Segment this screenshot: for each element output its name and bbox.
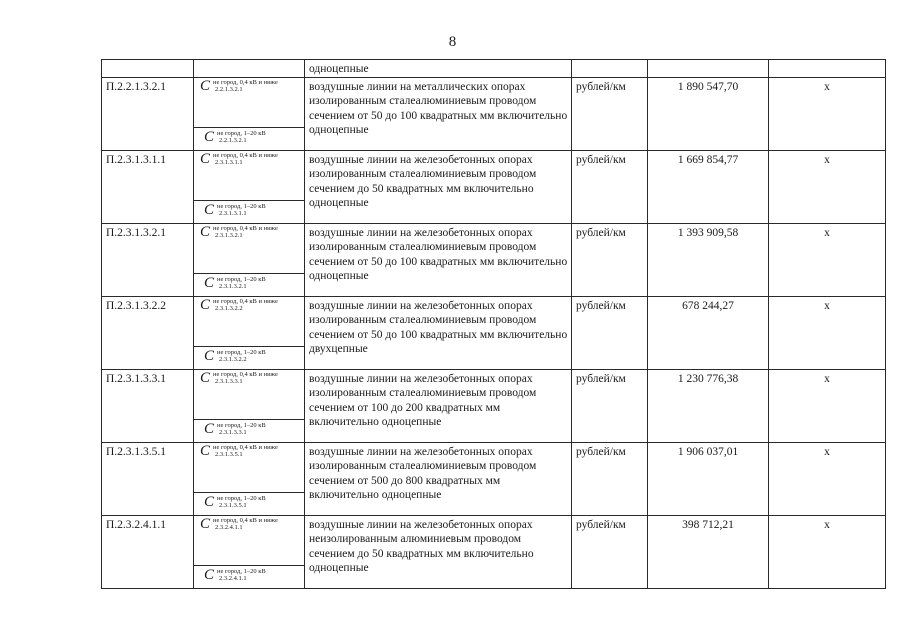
symbol-superscript: не город, 0,4 кВ и ниже xyxy=(213,151,278,159)
symbol-low-voltage xyxy=(194,297,304,346)
row-description: воздушные линии на железобетонных опорах изолированным сталеалюминиевым проводом сечением от 50 до 100 квадратных мм включительно одноцепные xyxy=(309,226,568,282)
symbol-cell xyxy=(194,150,305,223)
unit-cell xyxy=(572,296,648,369)
tariff-table xyxy=(101,59,886,589)
symbol-superscript: не город, 0,4 кВ и ниже xyxy=(213,78,278,86)
row-code: П.2.3.1.3.2.1 xyxy=(106,226,167,239)
table-row xyxy=(102,77,886,150)
row-code: П.2.3.1.3.5.1 xyxy=(106,445,167,458)
unit-cell xyxy=(572,369,648,442)
mark-cell xyxy=(769,442,886,515)
symbol-medium-voltage xyxy=(194,346,304,369)
row-value: 1 890 547,70 xyxy=(677,80,739,93)
value-cell xyxy=(648,77,769,150)
row-unit: рублей/км xyxy=(576,80,626,93)
row-mark: х xyxy=(824,372,830,385)
row-description: воздушные линии на железобетонных опорах изолированным сталеалюминиевым проводом сечением от 500 до 800 квадратных мм включительно одноцепные xyxy=(309,445,537,501)
c-symbol: C xyxy=(200,442,211,459)
unit-cell xyxy=(572,77,648,150)
c-symbol: C xyxy=(204,566,215,583)
page-number: 8 xyxy=(448,34,457,50)
row-mark: х xyxy=(824,226,830,239)
code-cell xyxy=(102,77,194,150)
mark-cell xyxy=(769,60,886,78)
c-symbol: C xyxy=(204,128,215,145)
code-cell xyxy=(102,369,194,442)
symbol-subscript: 2.3.1.3.2.1 xyxy=(219,282,247,290)
symbol-subscript: 2.3.1.3.1.1 xyxy=(215,158,243,166)
symbol-subscript: 2.3.2.4.1.1 xyxy=(219,574,247,582)
continuation-row xyxy=(102,60,886,78)
code-cell xyxy=(102,442,194,515)
code-cell xyxy=(102,60,194,78)
row-unit: рублей/км xyxy=(576,372,626,385)
c-symbol: C xyxy=(200,369,211,386)
mark-cell xyxy=(769,369,886,442)
symbol-subscript: 2.3.1.3.2.1 xyxy=(215,231,243,239)
row-mark: х xyxy=(824,80,830,93)
symbol-superscript: не город, 1–20 кВ xyxy=(217,348,266,356)
row-unit: рублей/км xyxy=(576,299,626,312)
c-symbol: C xyxy=(200,77,211,94)
symbol-superscript: не город, 1–20 кВ xyxy=(217,202,266,210)
table-row xyxy=(102,442,886,515)
value-cell xyxy=(648,515,769,588)
symbol-superscript: не город, 0,4 кВ и ниже xyxy=(213,224,278,232)
symbol-cell xyxy=(194,296,305,369)
symbol-subscript: 2.3.1.3.5.1 xyxy=(219,501,247,509)
unit-cell xyxy=(572,150,648,223)
symbol-superscript: не город, 1–20 кВ xyxy=(217,275,266,283)
symbol-low-voltage xyxy=(194,78,304,127)
row-code: П.2.3.1.3.3.1 xyxy=(106,372,167,385)
unit-cell xyxy=(572,515,648,588)
symbol-cell xyxy=(194,369,305,442)
row-description: воздушные линии на железобетонных опорах изолированным сталеалюминиевым проводом сечением от 100 до 200 квадратных мм включительно одноцепные xyxy=(309,372,537,428)
row-value: 1 669 854,77 xyxy=(677,153,739,166)
symbol-superscript: не город, 0,4 кВ и ниже xyxy=(213,297,278,305)
symbol-superscript: не город, 1–20 кВ xyxy=(217,494,266,502)
symbol-cell xyxy=(194,223,305,296)
symbol-medium-voltage xyxy=(194,273,304,296)
symbol-superscript: не город, 0,4 кВ и ниже xyxy=(213,443,278,451)
symbol-subscript: 2.3.1.3.5.1 xyxy=(215,450,243,458)
code-cell xyxy=(102,296,194,369)
description-cell xyxy=(305,369,572,442)
description-cell xyxy=(305,223,572,296)
row-unit: рублей/км xyxy=(576,226,626,239)
value-cell xyxy=(648,223,769,296)
symbol-subscript: 2.2.1.3.2.1 xyxy=(219,136,247,144)
mark-cell xyxy=(769,77,886,150)
mark-cell xyxy=(769,223,886,296)
symbol-subscript: 2.3.2.4.1.1 xyxy=(215,523,243,531)
row-code: П.2.3.1.3.1.1 xyxy=(106,153,167,166)
c-symbol: C xyxy=(204,420,215,437)
c-symbol: C xyxy=(204,201,215,218)
c-symbol: C xyxy=(200,296,211,313)
row-description: воздушные линии на железобетонных опорах изолированным сталеалюминиевым проводом сечением от 50 до 100 квадратных мм включительно двухцепные xyxy=(309,299,568,355)
symbol-superscript: не город, 1–20 кВ xyxy=(217,567,266,575)
symbol-low-voltage xyxy=(194,516,304,565)
row-mark: х xyxy=(824,299,830,312)
symbol-medium-voltage xyxy=(194,419,304,442)
symbol-cell xyxy=(194,442,305,515)
c-symbol: C xyxy=(204,274,215,291)
symbol-subscript: 2.3.1.3.3.1 xyxy=(215,377,243,385)
symbol-cell xyxy=(194,515,305,588)
code-cell xyxy=(102,223,194,296)
row-value: 1 393 909,58 xyxy=(677,226,739,239)
row-value: 398 712,21 xyxy=(682,518,734,531)
description-cell xyxy=(305,77,572,150)
row-value: 678 244,27 xyxy=(682,299,734,312)
mark-cell xyxy=(769,296,886,369)
c-symbol: C xyxy=(200,223,211,240)
mark-cell xyxy=(769,150,886,223)
symbol-cell xyxy=(194,77,305,150)
code-cell xyxy=(102,515,194,588)
row-description: воздушные линии на железобетонных опорах изолированным сталеалюминиевым проводом сечением до 50 квадратных мм включительно одноцепные xyxy=(309,153,537,209)
value-cell xyxy=(648,296,769,369)
symbol-superscript: не город, 1–20 кВ xyxy=(217,129,266,137)
unit-cell xyxy=(572,442,648,515)
symbol-medium-voltage xyxy=(194,200,304,223)
table-row xyxy=(102,515,886,588)
row-mark: х xyxy=(824,153,830,166)
row-unit: рублей/км xyxy=(576,518,626,531)
value-cell xyxy=(648,150,769,223)
symbol-subscript: 2.3.1.3.2.2 xyxy=(219,355,247,363)
c-symbol: C xyxy=(204,493,215,510)
row-value: 1 230 776,38 xyxy=(677,372,739,385)
row-description: воздушные линии на металлических опорах изолированным сталеалюминиевым проводом сечением от 50 до 100 квадратных мм включительно одноцепные xyxy=(309,80,568,136)
description-cell xyxy=(305,150,572,223)
value-cell xyxy=(648,369,769,442)
table-row xyxy=(102,223,886,296)
table-row xyxy=(102,296,886,369)
symbol-medium-voltage xyxy=(194,565,304,588)
row-code: П.2.2.1.3.2.1 xyxy=(106,80,167,93)
description-cell xyxy=(305,515,572,588)
unit-cell xyxy=(572,60,648,78)
symbol-superscript: не город, 1–20 кВ xyxy=(217,421,266,429)
description-cell xyxy=(305,442,572,515)
symbol-low-voltage xyxy=(194,224,304,273)
row-unit: рублей/км xyxy=(576,445,626,458)
symbol-medium-voltage xyxy=(194,492,304,515)
symbol-cell xyxy=(194,60,305,78)
unit-cell xyxy=(572,223,648,296)
description-cell: одноцепные xyxy=(305,60,572,78)
symbol-low-voltage xyxy=(194,151,304,200)
row-code: П.2.3.2.4.1.1 xyxy=(106,518,167,531)
value-cell xyxy=(648,60,769,78)
table-row xyxy=(102,369,886,442)
symbol-low-voltage xyxy=(194,370,304,419)
symbol-subscript: 2.3.1.3.3.1 xyxy=(219,428,247,436)
symbol-subscript: 2.2.1.3.2.1 xyxy=(215,85,243,93)
row-mark: х xyxy=(824,445,830,458)
row-mark: х xyxy=(824,518,830,531)
row-description: воздушные линии на железобетонных опорах неизолированным алюминиевым проводом сечением до 50 квадратных мм включительно одноцепные xyxy=(309,518,534,574)
symbol-subscript: 2.3.1.3.2.2 xyxy=(215,304,243,312)
c-symbol: C xyxy=(204,347,215,364)
mark-cell xyxy=(769,515,886,588)
symbol-subscript: 2.3.1.3.1.1 xyxy=(219,209,247,217)
symbol-low-voltage xyxy=(194,443,304,492)
table-row xyxy=(102,150,886,223)
symbol-medium-voltage xyxy=(194,127,304,150)
code-cell xyxy=(102,150,194,223)
row-value: 1 906 037,01 xyxy=(677,445,739,458)
symbol-superscript: не город, 0,4 кВ и ниже xyxy=(213,516,278,524)
description-cell xyxy=(305,296,572,369)
symbol-superscript: не город, 0,4 кВ и ниже xyxy=(213,370,278,378)
c-symbol: C xyxy=(200,150,211,167)
value-cell xyxy=(648,442,769,515)
row-code: П.2.3.1.3.2.2 xyxy=(106,299,167,312)
c-symbol: C xyxy=(200,515,211,532)
row-unit: рублей/км xyxy=(576,153,626,166)
